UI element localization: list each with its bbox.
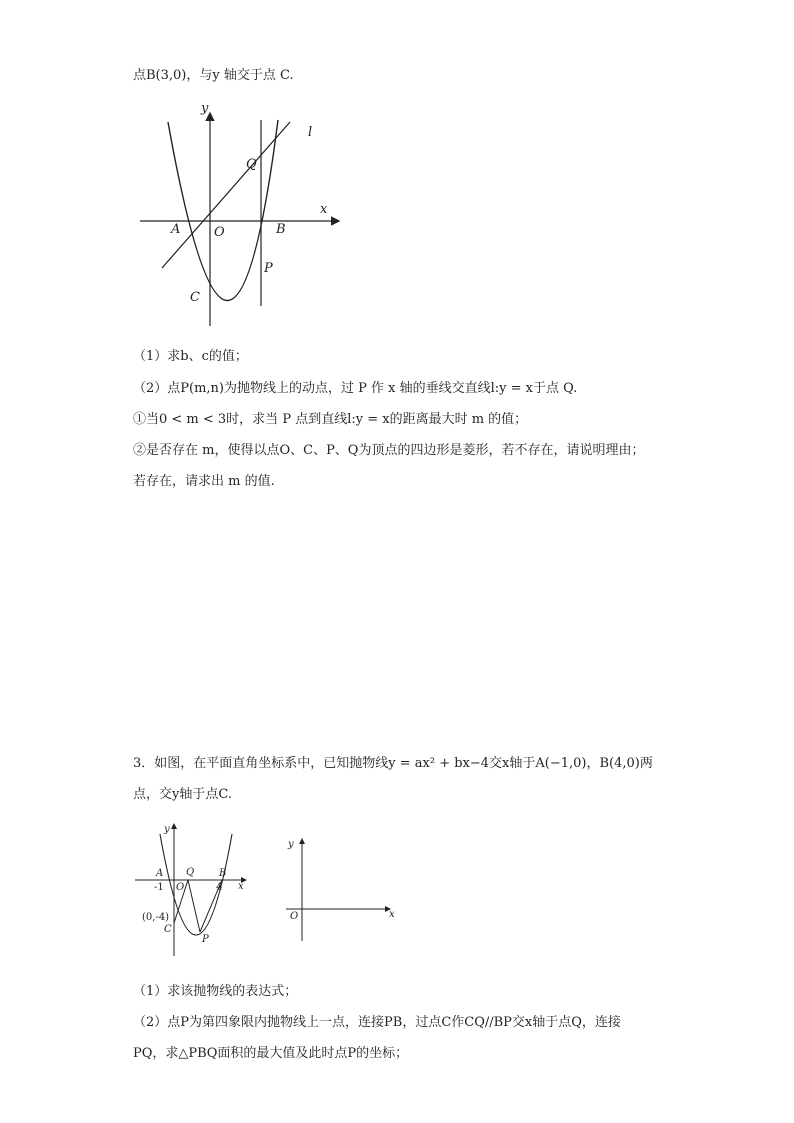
label-y: y <box>164 824 170 835</box>
label-b: B <box>219 868 227 879</box>
label-o: O <box>290 911 299 922</box>
problem2-q2: （2）点P(m,n)为抛物线上的动点，过 P 作 x 轴的垂线交直线l:y = x于点 Q. <box>133 381 578 396</box>
problem2-continuation: 点B(3,0)，与y 轴交于点 C. <box>133 68 294 83</box>
label-p: P <box>264 261 273 276</box>
segment-pq <box>188 880 200 932</box>
label-p: P <box>202 934 209 945</box>
problem3-stem-line2: 点，交y轴于点C. <box>133 787 232 802</box>
problem3-q2-line2: PQ，求△PBQ面积的最大值及此时点P的坐标； <box>133 1046 409 1061</box>
label-x: x <box>389 909 395 920</box>
label-c: C <box>164 924 172 935</box>
problem2-q2-ii-line1: ②是否存在 m，使得以点O、C、P、Q为顶点的四边形是菱形，若不存在，请说明理由； <box>133 443 645 458</box>
label-o: O <box>214 225 225 240</box>
label-o: O <box>176 882 185 893</box>
problem3-stem-line1: 3．如图，在平面直角坐标系中，已知抛物线y = ax² + bx−4交x轴于A(−1,0)，B(4,0)两 <box>133 756 653 771</box>
problem3-figure-left <box>130 820 260 960</box>
label-l: l <box>308 125 313 140</box>
label-q: Q <box>246 157 257 172</box>
problem3-q2-line1: （2）点P为第四象限内抛物线上一点，连接PB，过点C作CQ//BP交x轴于点Q，连接 <box>133 1015 621 1030</box>
label-four: 4 <box>216 882 223 893</box>
label-c: C <box>190 290 200 305</box>
problem2-q1: （1）求b、c的值； <box>133 349 248 364</box>
label-a: A <box>171 222 181 237</box>
label-x: x <box>238 881 244 892</box>
label-neg1: -1 <box>154 882 164 893</box>
problem2-q2-i: ①当0 < m < 3时，求当 P 点到直线l:y = x的距离最大时 m 的值； <box>133 412 528 427</box>
label-q: Q <box>186 867 195 878</box>
line-l <box>162 122 290 268</box>
problem2-q2-ii-line2: 若存在，请求出 m 的值. <box>133 474 275 489</box>
label-y: y <box>288 839 294 850</box>
problem2-figure <box>130 100 350 330</box>
label-x: x <box>320 202 328 217</box>
problem3-figure-right <box>280 835 405 945</box>
label-y: y <box>201 101 209 116</box>
problem3-q1: （1）求该抛物线的表达式； <box>133 984 298 999</box>
label-a: A <box>156 868 164 879</box>
label-c-coord: (0,-4) <box>142 912 170 923</box>
label-b: B <box>276 222 286 237</box>
